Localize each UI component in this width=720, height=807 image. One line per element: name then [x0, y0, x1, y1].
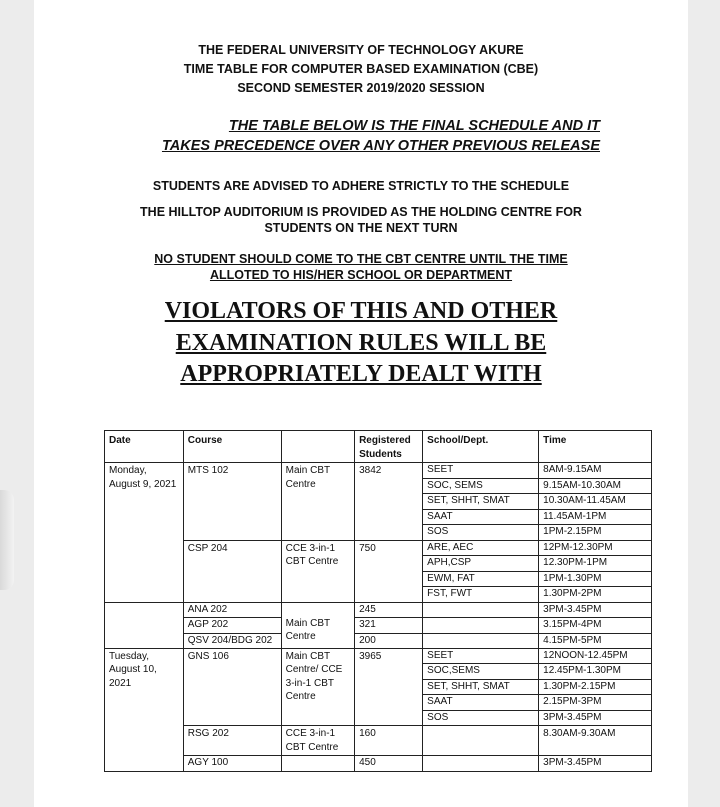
slot-school: SET, SHHT, SMAT — [423, 494, 539, 510]
slot-school: FST, FWT — [423, 587, 539, 603]
agp-time: 3.15PM-4PM — [539, 618, 652, 634]
qsv-school — [423, 633, 539, 648]
table-row — [105, 726, 652, 756]
agp-school — [423, 618, 539, 634]
agy-centre — [281, 756, 354, 772]
slot-school: SAAT — [423, 695, 539, 711]
rsg-centre: CCE 3-in-1 CBT Centre — [281, 726, 354, 756]
slot-time: 3PM-3.45PM — [539, 710, 652, 726]
ana-time: 3PM-3.45PM — [539, 602, 652, 618]
table-row — [105, 618, 652, 634]
qsv-time: 4.15PM-5PM — [539, 633, 652, 648]
header-time: Time — [539, 431, 652, 463]
adhere-advisory: STUDENTS ARE ADVISED TO ADHERE STRICTLY TO THE SCHEDULE — [152, 179, 570, 193]
timetable-title: TIME TABLE FOR COMPUTER BASED EXAMINATION (CBE) — [183, 62, 539, 76]
no-student-line-2: ALLOTED TO HIS/HER SCHOOL OR DEPARTMENT — [209, 268, 513, 282]
slot-time: 12PM-12.30PM — [539, 540, 652, 556]
gns-centre: Main CBT Centre/ CCE 3-in-1 CBT Centre — [281, 648, 354, 726]
qsv-course: QSV 204/BDG 202 — [183, 633, 281, 648]
gns-course: GNS 106 — [183, 648, 281, 726]
ana-school — [423, 602, 539, 618]
slot-school: SEET — [423, 648, 539, 664]
rsg-registered: 160 — [355, 726, 423, 756]
mts-centre: Main CBT Centre — [281, 463, 354, 541]
table-row — [105, 648, 652, 664]
csp-registered: 750 — [355, 540, 423, 602]
session-title: SECOND SEMESTER 2019/2020 SESSION — [237, 81, 485, 95]
notice-line-2: TAKES PRECEDENCE OVER ANY OTHER PREVIOUS RELEASE — [161, 138, 600, 154]
exam-timetable — [104, 430, 652, 772]
csp-course: CSP 204 — [183, 540, 281, 602]
slot-time: 12.45PM-1.30PM — [539, 664, 652, 680]
final-schedule-notice — [130, 116, 600, 156]
slot-time: 12NOON-12.45PM — [539, 648, 652, 664]
header-course: Course — [183, 431, 281, 463]
slot-school: ARE, AEC — [423, 540, 539, 556]
document-page — [34, 0, 688, 807]
table-row — [105, 602, 652, 618]
document-header — [34, 41, 688, 98]
slot-school: APH,CSP — [423, 556, 539, 572]
warning-line-2: EXAMINATION RULES WILL BE — [175, 329, 547, 356]
slot-time: 10.30AM-11.45AM — [539, 494, 652, 510]
csp-centre: CCE 3-in-1 CBT Centre — [281, 540, 354, 602]
slot-time: 1PM-1.30PM — [539, 571, 652, 587]
ana-registered: 245 — [355, 602, 423, 618]
monday-date: Monday, August 9, 2021 — [105, 463, 184, 603]
table-row — [105, 756, 652, 772]
mts-course: MTS 102 — [183, 463, 281, 541]
tuesday-date: Tuesday, August 10, 2021 — [105, 648, 184, 771]
slot-school: SOS — [423, 710, 539, 726]
agp-course: AGP 202 — [183, 618, 281, 634]
header-date: Date — [105, 431, 184, 463]
slot-time: 1.30PM-2.15PM — [539, 679, 652, 695]
slot-school: SET, SHHT, SMAT — [423, 679, 539, 695]
slot-school: SEET — [423, 463, 539, 479]
slot-time: 9.15AM-10.30AM — [539, 478, 652, 494]
table-row — [105, 540, 652, 556]
slot-time: 11.45AM-1PM — [539, 509, 652, 525]
warning-line-3: APPROPRIATELY DEALT WITH — [180, 361, 542, 387]
no-student-line-1: NO STUDENT SHOULD COME TO THE CBT CENTRE UNTIL THE TIME — [154, 252, 568, 266]
hilltop-line-2: STUDENTS ON THE NEXT TURN — [264, 221, 458, 235]
header-registered: Registered Students — [355, 431, 423, 463]
mts-registered: 3842 — [355, 463, 423, 541]
no-student-advisory — [34, 251, 688, 283]
slot-time: 1.30PM-2PM — [539, 587, 652, 603]
agy-time: 3PM-3.45PM — [539, 756, 652, 772]
rsg-school — [423, 726, 539, 756]
header-centre — [281, 431, 354, 463]
slot-school: SOC, SEMS — [423, 478, 539, 494]
page-edge-shadow — [0, 490, 14, 590]
slot-time: 8AM-9.15AM — [539, 463, 652, 479]
rsg-course: RSG 202 — [183, 726, 281, 756]
agy-course: AGY 100 — [183, 756, 281, 772]
gns-registered: 3965 — [355, 648, 423, 726]
rsg-time: 8.30AM-9.30AM — [539, 726, 652, 756]
slot-school: EWM, FAT — [423, 571, 539, 587]
slot-time: 1PM-2.15PM — [539, 525, 652, 541]
slot-school: SAAT — [423, 509, 539, 525]
warning-line-1: VIOLATORS OF THIS AND OTHER — [164, 298, 558, 324]
university-name: THE FEDERAL UNIVERSITY OF TECHNOLOGY AKURE — [198, 43, 524, 57]
other-centre: Main CBT Centre — [281, 602, 354, 648]
header-school: School/Dept. — [423, 431, 539, 463]
slot-time: 2.15PM-3PM — [539, 695, 652, 711]
table-header-row — [105, 431, 652, 463]
slot-school: SOS — [423, 525, 539, 541]
slot-school: SOC,SEMS — [423, 664, 539, 680]
agp-registered: 321 — [355, 618, 423, 634]
table-row — [105, 463, 652, 479]
violators-warning — [34, 296, 688, 391]
notice-line-1: THE TABLE BELOW IS THE FINAL SCHEDULE AND IT — [228, 118, 600, 134]
hilltop-advisory — [34, 204, 688, 236]
monday-other-spacer — [105, 602, 184, 648]
qsv-registered: 200 — [355, 633, 423, 648]
ana-course: ANA 202 — [183, 602, 281, 618]
agy-school — [423, 756, 539, 772]
agy-registered: 450 — [355, 756, 423, 772]
slot-time: 12.30PM-1PM — [539, 556, 652, 572]
table-row — [105, 633, 652, 648]
hilltop-line-1: THE HILLTOP AUDITORIUM IS PROVIDED AS THE HOLDING CENTRE FOR — [140, 205, 582, 219]
